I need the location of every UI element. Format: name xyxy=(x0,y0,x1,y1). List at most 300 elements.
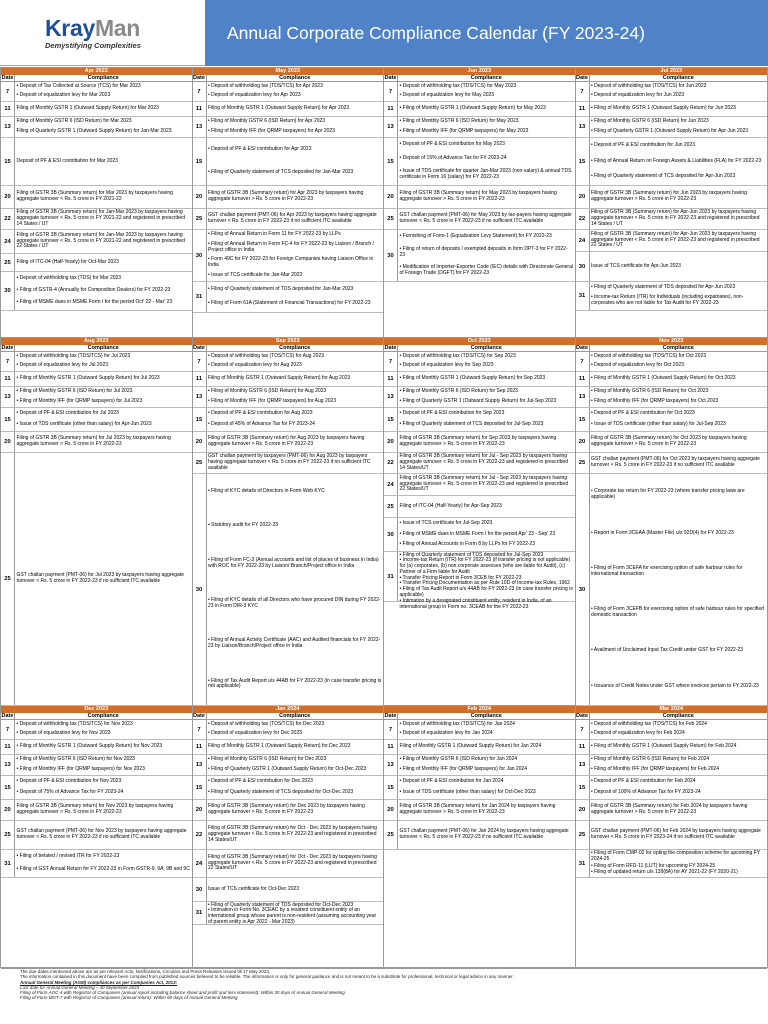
compliance-item: • Filing of GSTR-4 (Annually for Composition Dealers) for FY 2022-23 xyxy=(16,287,171,294)
compliance-text xyxy=(15,432,192,452)
compliance-item: Filing of Monthly GSTR 1 (Outward Supply Return) for Dec 2023 xyxy=(208,743,351,750)
compliance-text xyxy=(590,282,768,310)
compliance-text xyxy=(590,186,768,208)
compliance-item: • Modification of Importer-Exporter Code (IEC) details with Directorate General of Foreign Trade (DGFT) for FY 2022-23 xyxy=(399,264,573,277)
compliance-column-header: Compliance xyxy=(470,345,502,351)
due-date: 7 xyxy=(193,720,207,739)
due-date: 25 xyxy=(1,254,15,271)
compliance-item: • Filing of Monthly IFF (for QRMP taxpayers) for Feb 2024 xyxy=(591,765,720,772)
compliance-item: • Filing of Monthly GSTR 6 (ISD Return) for Jul 2023 xyxy=(16,388,133,395)
table-row xyxy=(384,230,575,282)
due-date: 15 xyxy=(1,408,15,431)
table-row xyxy=(576,138,768,186)
due-date: 20 xyxy=(193,186,207,208)
compliance-item: • Deposit of PF & ESI contribution for Jul 2023 xyxy=(16,410,119,417)
compliance-text xyxy=(590,453,768,473)
compliance-item: • Filing of Quarterly statement of TCS deposited for Apr-Jun 2023 xyxy=(591,172,736,179)
table-row xyxy=(576,186,768,209)
compliance-text xyxy=(207,82,384,101)
compliance-item: • Issue of TDS certificate (other than salary) for Oct-Dec 2023 xyxy=(399,789,536,796)
footer xyxy=(20,969,760,1001)
table-row xyxy=(1,254,192,272)
compliance-item: • Filing of Monthly GSTR 6 (ISD Return) for Nov 2023 xyxy=(16,756,135,763)
compliance-item: • Deposit of PF & ESI contribution for Jun 2023 xyxy=(591,142,696,149)
compliance-item: • Filing of Monthly GSTR 6 (ISD Return) for Oct 2023 xyxy=(591,388,709,395)
due-date: 11 xyxy=(384,740,398,754)
compliance-item: Filing of ITC-04 (Half-Yearly) for Oct-Mar 2023 xyxy=(16,258,119,265)
table-row xyxy=(193,138,384,186)
due-date: 30 xyxy=(384,518,398,551)
compliance-text xyxy=(398,755,575,775)
due-date: 22 xyxy=(384,453,398,473)
due-date: 30 xyxy=(576,252,590,281)
compliance-column-header: Compliance xyxy=(470,713,502,719)
month-header: May 2023 xyxy=(193,68,384,75)
compliance-text xyxy=(590,800,768,820)
compliance-item: • Filing of Monthly GSTR 1 (Outward Supply Return) for Feb 2024 xyxy=(591,743,737,750)
table-row xyxy=(1,138,192,186)
due-date: 25 xyxy=(384,821,398,849)
table-row xyxy=(193,453,384,474)
compliance-text xyxy=(15,755,192,775)
column-header-row xyxy=(193,345,384,352)
compliance-text xyxy=(207,878,384,901)
compliance-item: Issue of TCS certificate for Apr-Jun 2023 xyxy=(591,262,681,269)
date-column-header: Date xyxy=(384,713,397,719)
page-title: Annual Corporate Compliance Calendar (FY 2023-24) xyxy=(227,22,645,43)
compliance-item: • Deposit of withholding tax (TDS/TCS) for Sep 2023 xyxy=(399,353,516,360)
compliance-text xyxy=(15,372,192,386)
compliance-item: Filing of GSTR 3B (Summary return) for Jul - Sep 2023 by taxpayers having aggregate turnover < Rs. 5 crore in FY 2022-23 and registered in prescribed 22 States/UT xyxy=(399,474,568,493)
table-row xyxy=(1,755,192,776)
compliance-text xyxy=(590,850,768,877)
due-date: 25 xyxy=(576,821,590,849)
compliance-item: • Issue of TDS certificate for quarter Jan-Mar 2023 (non-salary) & annual TDS certificate in Form 16 (salary) for FY 2022-23 xyxy=(399,168,572,180)
compliance-text xyxy=(207,902,384,924)
table-row xyxy=(576,776,768,800)
month-column xyxy=(576,68,768,337)
compliance-item: Filing of GSTR 3B (Summary return) for Jul 2023 by taxpayers having aggregate turnover > Rs. 5 crore in FY 2022-23 xyxy=(16,435,171,447)
table-row xyxy=(384,372,575,387)
compliance-text xyxy=(398,408,575,431)
due-date: 15 xyxy=(193,138,207,185)
title-bar xyxy=(205,0,768,66)
table-row xyxy=(384,518,575,552)
compliance-item: Filing of GSTR 3B (Summary return) for Apr-Jun 2023 by taxpayers having aggregate turnover < Rs. 5 crore in FY 2022-23 and registered in prescribed 22 States / UT xyxy=(591,230,760,249)
date-column-header: Date xyxy=(193,713,205,719)
compliance-item: • Filing of Monthly GSTR 6 (ISD Return) for Jan 2024 xyxy=(399,756,518,763)
month-header: Jun 2023 xyxy=(384,68,575,75)
compliance-item: GST challan payment by taxpayers (PMT-06) for Aug 2023 by taxpayers having aggregate turnover < Rs. 5 crore in FY 2022-23 if no sufficient ITC available xyxy=(208,453,371,471)
compliance-item: • Deposit of equalization levy for Nov 2023 xyxy=(16,730,111,737)
compliance-text xyxy=(15,776,192,799)
compliance-item: • Deposit of withholding tax (TDS/TCS) for Oct 2023 xyxy=(591,353,707,360)
compliance-text xyxy=(398,496,575,517)
compliance-item: • Deposit of equalization levy for Jul 2023 xyxy=(16,362,109,369)
due-date: 13 xyxy=(384,117,398,137)
compliance-text xyxy=(590,252,768,281)
compliance-item: • Filing of Quarterly statement of TDS deposited for Jan-Mar 2023 xyxy=(208,285,354,292)
due-date: 25 xyxy=(1,821,15,849)
column-header-row xyxy=(384,75,575,82)
due-date: 7 xyxy=(576,352,590,371)
compliance-item: • Form 49C for FY 2022-23 for Foreign Companies having Liaison Office in India xyxy=(208,256,374,269)
column-header-row xyxy=(384,713,575,720)
table-row xyxy=(1,453,192,706)
compliance-item: • Deposit of withholding tax (TDS/TCS) for Jan 2024 xyxy=(399,721,515,728)
compliance-item: • Filing of Form 61A (Statement of Financial Transactions) for FY 2022-23 xyxy=(208,300,371,307)
compliance-text xyxy=(207,117,384,137)
table-row xyxy=(576,408,768,432)
due-date: 11 xyxy=(1,102,15,116)
month-column xyxy=(193,338,385,705)
compliance-item: • Deposit of withholding tax (TDS/TCS) for May 2023 xyxy=(399,83,517,90)
compliance-text xyxy=(398,720,575,739)
date-column-header: Date xyxy=(1,713,14,719)
month-header: Oct 2023 xyxy=(384,338,575,345)
compliance-item: • Filing of Quarterly statement of TDS deposited for Oct-Dec 2023 xyxy=(208,901,354,908)
due-date: 13 xyxy=(384,387,398,407)
compliance-item: • Filing of Quarterly statement of TCS deposited for Jan-Mar 2023 xyxy=(208,169,354,176)
due-date: 20 xyxy=(576,432,590,452)
table-row xyxy=(576,720,768,740)
due-date: 30 xyxy=(193,878,207,901)
compliance-column-header: Compliance xyxy=(279,713,311,719)
compliance-text xyxy=(207,453,384,473)
compliance-item: • Intimation by a designated constituent entity, resident in India, of an international group in Form no. 3CEAB for the FY 2022-23 xyxy=(399,597,552,610)
compliance-column-header: Compliance xyxy=(87,345,119,351)
compliance-text xyxy=(15,387,192,407)
compliance-item: • Filing of MSME dues in MSME Form I for the period Apr' 23 - Sep' 23 xyxy=(399,530,556,537)
due-date: 31 xyxy=(193,282,207,312)
compliance-item: GST challan payment (PMT-06) for Apr 2023 by taxpayers having aggregate turnover < Rs. 5 crore in FY 2022-23 if no sufficient ITC available xyxy=(208,212,377,224)
table-row xyxy=(193,186,384,209)
compliance-item: • Filing of Annual Accounts in Form 8 by LLPs for FY 2022-23 xyxy=(399,541,536,548)
table-row xyxy=(1,850,192,878)
compliance-text xyxy=(398,209,575,229)
compliance-item: • Filing of Monthly GSTR 6 (ISD Return) for Sep 2023 xyxy=(399,388,518,395)
compliance-item: • Income-tax Return (ITR) for Individuals (including expatriates), non-corporates who are not liable for Tax Audit for FY 2022-23 xyxy=(591,294,744,307)
compliance-item: • Deposit of Tax Collected at Source (TCS) for Mar 2023 xyxy=(16,83,141,90)
month-header: Sep 2023 xyxy=(193,338,384,345)
column-header-row xyxy=(1,713,192,720)
compliance-item: • Deposit of equalization levy for Oct 2023 xyxy=(591,362,684,369)
table-row xyxy=(193,720,384,740)
compliance-item: Filing of GSTR 3B (Summary return) for Sep 2023 by taxpayers having aggregate turnover > Rs. 5 crore in FY 2022-23 xyxy=(399,435,557,447)
table-row xyxy=(384,432,575,453)
date-column-header: Date xyxy=(576,713,588,719)
compliance-item: Filing of GSTR 3B (Summary return) for Oct 2023 by taxpayers having aggregate turnover > Rs. 5 crore in FY 2022-23 xyxy=(591,435,747,447)
due-date: 30 xyxy=(1,272,15,310)
compliance-item: • Filing of Monthly GSTR 6 (ISD Return) for Apr 2023 xyxy=(208,118,326,125)
table-row xyxy=(193,102,384,117)
compliance-item: Filing of Quarterly GSTR 1 (Outward Supply Return) for Jan-Mar 2023 xyxy=(16,127,172,134)
quarter-band xyxy=(1,706,767,969)
table-row xyxy=(193,755,384,776)
compliance-text xyxy=(398,474,575,495)
compliance-item: • Filing of KYC details of Directors in Form Web KYC xyxy=(208,487,325,494)
table-row xyxy=(576,740,768,755)
table-row xyxy=(1,209,192,230)
compliance-item: • Deposit of equalization levy for Jan 2024 xyxy=(399,730,493,737)
due-date: 30 xyxy=(193,230,207,281)
compliance-item: • Transfer Pricing Report in Form 3CEB for FY 2022-23 xyxy=(399,574,522,581)
compliance-item: Filing of GSTR 3B (Summary return) for Oct - Dec 2023 by taxpayers having aggregate turnover < Rs. 5 crore in FY 2022-23 and registered in prescribed 14 States/UT xyxy=(208,825,377,843)
compliance-item: • Issue of TDS certificate (other than salary) for Apr-Jun 2023 xyxy=(16,421,152,428)
table-row xyxy=(576,82,768,102)
table-row xyxy=(384,755,575,776)
due-date: 20 xyxy=(193,432,207,452)
compliance-item: GST challan payment (PMT-06) for Feb 2024 by taxpayers having aggregate turnover < Rs. 5 crore in FY 2023-24 if no sufficient ITC available xyxy=(591,828,761,840)
table-row xyxy=(576,755,768,776)
compliance-item: Filing of Monthly GSTR 6 (ISD Return) for Mar 2023 xyxy=(16,118,132,125)
due-date: 31 xyxy=(193,902,207,924)
table-row xyxy=(1,432,192,453)
footer-note-2: The information contained in this document have been compiled from published sources believed to be reliable. The information is only for general guidance and is not meant to be a substitute for professional, technical or legal advice in any manner. xyxy=(20,974,514,980)
table-row xyxy=(384,496,575,518)
compliance-item: • Income-tax Return (ITR) for FY 2022-23 (if transfer pricing is not applicable) for (a) corporates, (b) non corporate assesses (who are liable for Audit), (c) Partner of a Firm liable for Audit xyxy=(399,557,571,575)
table-row xyxy=(193,387,384,408)
month-column xyxy=(193,68,385,337)
compliance-item: Filing of Monthly GSTR 1 (Outward Supply Return) for Jan 2024 xyxy=(399,743,542,750)
table-row xyxy=(576,474,768,706)
compliance-item: • Deposit of PF & ESI contribution for Nov 2023 xyxy=(16,778,122,785)
compliance-item: Filing of ITC-04 (Half-Yearly) for Apr-Sep 2023 xyxy=(399,502,502,509)
table-row xyxy=(1,821,192,850)
calendar-grid xyxy=(0,67,768,968)
compliance-item: • Issue of TCS certificate for Jan-Mar 2023 xyxy=(208,271,303,278)
compliance-item: Filing of Monthly GSTR 1 (Outward Supply Return) for Mar 2023 xyxy=(16,105,159,112)
table-row xyxy=(193,82,384,102)
due-date: 30 xyxy=(576,474,590,705)
page-header xyxy=(0,0,768,66)
compliance-text xyxy=(398,551,575,610)
month-header: Dec 2023 xyxy=(1,706,192,713)
compliance-text xyxy=(590,138,768,185)
table-row xyxy=(384,776,575,800)
month-column xyxy=(576,338,768,705)
compliance-item: • Deposit of equalization levy for Mar 2023 xyxy=(16,92,111,99)
compliance-text xyxy=(207,720,384,739)
compliance-item: Filing of GSTR 3B (Summary return) for Apr-Jun 2023 by taxpayers having aggregate turnover < Rs. 5 crore in FY 2022-23 and registered in prescribed 14 States / UT xyxy=(591,209,760,227)
table-row xyxy=(384,720,575,740)
compliance-text xyxy=(590,387,768,407)
compliance-text xyxy=(398,186,575,208)
compliance-text xyxy=(207,138,384,185)
compliance-item: • Issue of TCS certificate for Jul-Sep 2023 xyxy=(399,519,493,526)
compliance-item: • Deposit of withholding tax (TDS) for Mar 2023 xyxy=(16,274,122,281)
due-date: 30 xyxy=(384,230,398,281)
due-date: 25 xyxy=(384,209,398,229)
due-date: 13 xyxy=(193,117,207,137)
compliance-item: • Filing of Form 3CEFA for exercising option of safe harbour rules for international transaction xyxy=(591,564,743,577)
column-header-row xyxy=(576,75,768,82)
compliance-item: • Deposit of PF & ESI contribution for Dec 2023 xyxy=(208,778,313,785)
compliance-item: • Filing of Quarterly GSTR 1 (Outward Supply Return) for Jul-Sep 2023 xyxy=(399,397,557,404)
compliance-item: • Filing of Monthly IFF (for QRMP taxpayers) for Oct 2023 xyxy=(591,397,719,404)
compliance-text xyxy=(15,453,192,705)
compliance-text xyxy=(398,102,575,116)
due-date: 20 xyxy=(1,186,15,208)
compliance-item: • Filing of Monthly GSTR 6 (ISD Return) for Dec 2023 xyxy=(208,756,327,763)
compliance-item: • Filing of MSME dues in MSME Form I for the period Oct' 22 - Mar' 23 xyxy=(16,299,173,306)
compliance-item: • Filing of Monthly IFF (for QRMP taxpayers) for May 2023 xyxy=(399,127,529,134)
table-row xyxy=(576,252,768,282)
due-date: 15 xyxy=(384,776,398,799)
due-date: 22 xyxy=(193,821,207,849)
compliance-item: • Filing of Form RFD-11 (LUT) for upcoming FY 2024-25 xyxy=(591,862,716,869)
logo-man: Man xyxy=(94,15,141,41)
compliance-item: • Filing of Annual Return on Foreign Assets & Liabilities (FLA) for FY 2022-23 xyxy=(591,157,762,164)
tagline: Demystifying Complexities xyxy=(45,41,141,50)
compliance-text xyxy=(590,408,768,431)
compliance-text xyxy=(207,850,384,877)
compliance-column-header: Compliance xyxy=(87,713,119,719)
compliance-text xyxy=(15,740,192,754)
compliance-item: • Deposit of equalization levy for Sep 2023 xyxy=(399,362,494,369)
column-header-row xyxy=(1,345,192,352)
compliance-column-header: Compliance xyxy=(662,75,694,81)
compliance-item: • Intimation in Form No. 3CEAC by a resident constituent entity of an international group whose parent is non-resident (assuming accounting year of parent entity is Apr 2022 - Mar 2023) xyxy=(208,907,377,925)
compliance-item: • Deposit of equalization levy for Apr 2023 xyxy=(208,92,301,99)
compliance-item: • Filing of Quarterly statement of TCS deposited for Oct-Dec 2023 xyxy=(208,789,354,796)
table-row xyxy=(576,209,768,230)
compliance-item: GST challan payment (PMT-06) for Jan 2024 by taxpayers having aggregate turnover < Rs. 5 crore in FY 2022-23 if no sufficient ITC available xyxy=(399,828,569,840)
compliance-text xyxy=(398,740,575,754)
compliance-text xyxy=(15,800,192,820)
table-row xyxy=(384,138,575,186)
compliance-column-header: Compliance xyxy=(279,345,311,351)
due-date: 22 xyxy=(576,209,590,229)
due-date: 25 xyxy=(193,453,207,473)
compliance-column-header: Compliance xyxy=(87,75,119,81)
compliance-text xyxy=(15,138,192,185)
compliance-text xyxy=(207,186,384,208)
compliance-item: • Deposit of PF & ESI contribution for Jan 2024 xyxy=(399,778,504,785)
table-row xyxy=(1,408,192,432)
compliance-item: • Filing of Annual Activity Certificate (AAC) and Audited financials for FY 2022-23 by Liaison/Branch/Project office in India xyxy=(208,637,381,650)
compliance-item: • Statutory audit for FY 2022-23 xyxy=(208,522,279,529)
due-date: 11 xyxy=(384,102,398,116)
compliance-item: • Filing of return of deposits / exempted deposits in form DPT-3 for FY 2022-23 xyxy=(399,245,568,258)
compliance-item: • Filing of Tax Audit Report u/s 44AB for FY 2022-23 (in case transfer pricing is applicable) xyxy=(399,586,573,599)
compliance-item: • Filing of updated return u/s 139(8A) for AY 2021-22 (FY 2020-21) xyxy=(591,869,738,876)
compliance-text xyxy=(590,755,768,775)
compliance-text xyxy=(15,720,192,739)
compliance-column-header: Compliance xyxy=(470,75,502,81)
table-row xyxy=(1,352,192,372)
due-date: 20 xyxy=(576,186,590,208)
column-header-row xyxy=(1,75,192,82)
due-date: 25 xyxy=(576,453,590,473)
agm-line-1: Last date for Annual General Meeting – 30 September 2023 xyxy=(20,984,140,990)
compliance-item: • Deposit of equalization levy for Feb 2024 xyxy=(591,730,685,737)
compliance-text xyxy=(398,800,575,820)
due-date: 7 xyxy=(193,352,207,371)
due-date: 20 xyxy=(576,800,590,820)
compliance-column-header: Compliance xyxy=(662,713,694,719)
due-date: 11 xyxy=(576,740,590,754)
compliance-text xyxy=(590,209,768,229)
column-header-row xyxy=(384,345,575,352)
table-row xyxy=(193,230,384,282)
compliance-item: • Availment of Unclaimed Input Tax Credit under GST for FY 2022-23 xyxy=(591,647,744,654)
compliance-text xyxy=(15,408,192,431)
compliance-item: • Issuance of Credit Notes under GST where invoices pertain to FY 2022-23 xyxy=(591,682,759,689)
compliance-item: • Deposit of withholding tax (TDS/TCS) for Feb 2024 xyxy=(591,721,707,728)
compliance-item: • Filing of Monthly GSTR 6 (ISD Return) for Jun 2023 xyxy=(591,118,709,125)
compliance-item: • Filing of Quarterly statement of TDS deposited for Apr-Jun 2023 xyxy=(591,283,736,290)
compliance-text xyxy=(15,82,192,101)
compliance-text xyxy=(15,821,192,849)
compliance-text xyxy=(398,117,575,137)
table-row xyxy=(193,117,384,138)
due-date: 31 xyxy=(384,552,398,601)
month-header: Jul 2023 xyxy=(576,68,768,75)
compliance-item: • Deposit of withholding tax (TDS/TCS) for Jun 2023 xyxy=(591,83,707,90)
compliance-item: • Filing of Monthly GSTR 6 (ISD Return) for Feb 2024 xyxy=(591,756,710,763)
due-date: 7 xyxy=(193,82,207,101)
compliance-text xyxy=(207,408,384,431)
compliance-item: • Filing of Monthly GSTR 1 (Outward Supply Return) for Jul 2023 xyxy=(16,375,160,382)
due-date: 24 xyxy=(576,230,590,251)
table-row xyxy=(193,878,384,902)
table-row xyxy=(193,432,384,453)
compliance-item: • Deposit of PF & ESI contribution for Sep 2023 xyxy=(399,410,505,417)
table-row xyxy=(193,372,384,387)
compliance-text xyxy=(207,755,384,775)
compliance-text xyxy=(207,102,384,116)
due-date: 13 xyxy=(193,387,207,407)
table-row xyxy=(1,82,192,102)
compliance-item: Issue of TCS certificate for Oct-Dec 2023 xyxy=(208,885,300,892)
compliance-item: • Filing of Quarterly statement of TDS deposited for Jul-Sep 2023 xyxy=(399,551,544,558)
month-header: Apr 2023 xyxy=(1,68,192,75)
compliance-text xyxy=(15,117,192,137)
compliance-text xyxy=(398,138,575,185)
compliance-item: • Deposit of equalization levy for Aug 2023 xyxy=(208,362,302,369)
compliance-text xyxy=(15,272,192,310)
compliance-item: • Deposit of PF & ESI contribution for May 2023 xyxy=(399,141,505,148)
due-date: 11 xyxy=(1,740,15,754)
compliance-column-header: Compliance xyxy=(662,345,694,351)
due-date: 25 xyxy=(384,496,398,517)
compliance-item: • Filing of GST Annual Return for FY 2022-23 in Form GSTR-9, 9A, 9B and 9C xyxy=(16,866,190,873)
compliance-item: • Deposit of 75% of Advance Tax for FY 2023-24 xyxy=(16,789,124,796)
compliance-item: • Deposit of 15% of Advance Tax for FY 2023-24 xyxy=(399,154,507,161)
compliance-item: • Deposit of PF & ESI contribution for Feb 2024 xyxy=(591,778,696,785)
compliance-item: • Deposit of equalization levy for May 2023 xyxy=(399,92,495,99)
compliance-item: • Issue of TDS certificate (other than salary) for Jul-Sep 2023 xyxy=(591,421,726,428)
date-column-header: Date xyxy=(193,75,205,81)
compliance-text xyxy=(15,254,192,271)
compliance-text xyxy=(207,372,384,386)
compliance-text xyxy=(398,518,575,551)
compliance-item: Filing of GSTR 3B (Summary return) for Aug 2023 by taxpayers having aggregate turnover > Rs. 5 crore in FY 2022-23 xyxy=(208,435,365,447)
due-date: 13 xyxy=(1,387,15,407)
due-date: 7 xyxy=(384,720,398,739)
agm-line-2: Filing of Form AOC-4 with Registrar of Companies (annual report including balance sheet and profit and loss statement): Within 30 days of Annual General Meeting xyxy=(20,990,345,996)
due-date: 11 xyxy=(193,740,207,754)
compliance-text xyxy=(207,209,384,229)
compliance-item: Filing of GSTR 3B (Summary return) for Feb 2024 by taxpayers having aggregate turnover > Rs. 5 crore in FY 2022-23 xyxy=(591,803,748,815)
compliance-item: • Filing of Quarterly statement of TCS deposited for Jul-Sep 2023 xyxy=(399,421,544,428)
table-row xyxy=(576,230,768,252)
compliance-text xyxy=(590,740,768,754)
month-header: Nov 2023 xyxy=(576,338,768,345)
due-date: 11 xyxy=(384,372,398,386)
due-date: 15 xyxy=(1,776,15,799)
